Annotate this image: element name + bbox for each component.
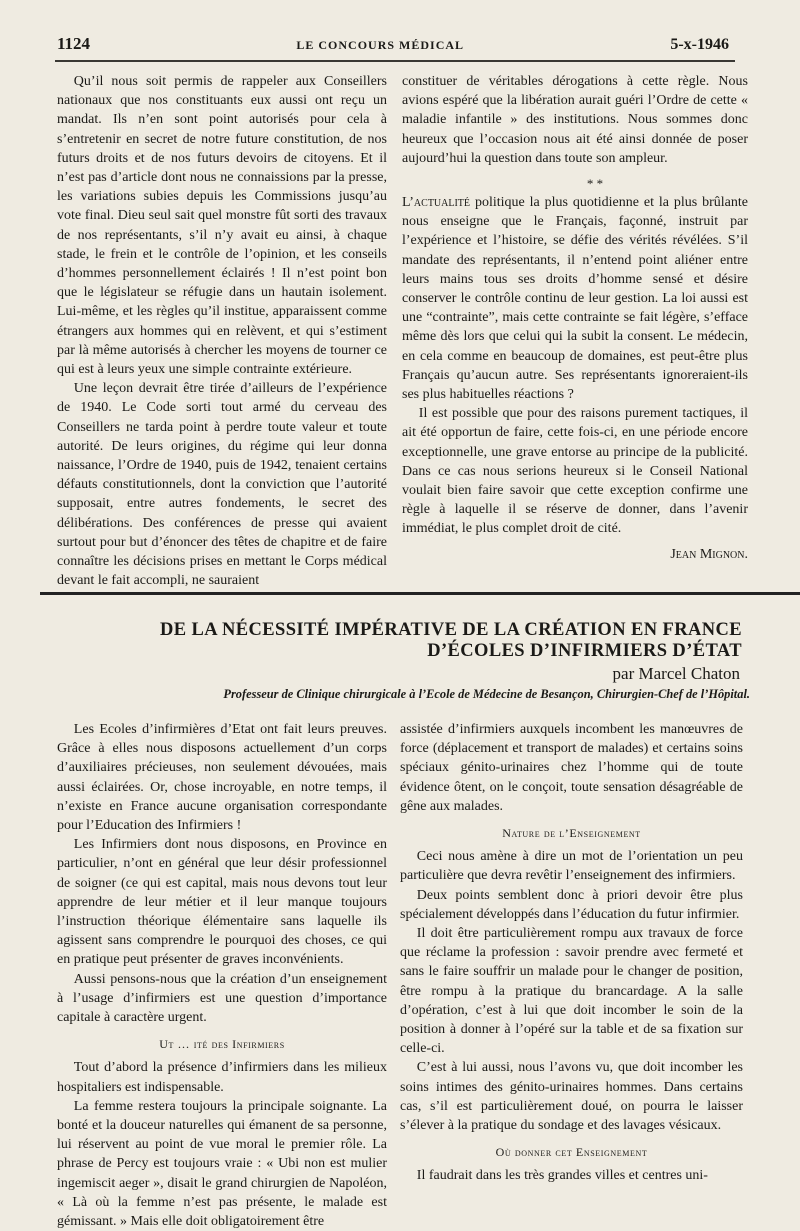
second-article-right-column <box>400 720 743 1186</box>
article-title <box>60 620 742 662</box>
author-byline: par Marcel Chaton <box>612 664 740 683</box>
paragraph: Une leçon devrait être tirée d’ailleurs de l’expérience de 1940. Le Code sorti tout armé du cerveau des Conseillers ne tarda point à perdre toute valeur et toute autorité. De leurs origines, du régime qui leur donna naissance, l’Ordre de 1940, puis de 1942, tenaient certains défauts constitutionnels, dont la conviction que l’autorité supposait, entre autres fondements, le secret des délibérations. Des conférences de presse qui avaient surtout pour but d’énoncer des têtes de chapitre et de faire connaître les décisions prises en mettant le Corps médical devant le fait accompli, ne sauraient <box>57 381 387 589</box>
paragraph-text: politique la plus quotidienne et la plus brûlante nous enseigne que le Français, façonné, instruit par l’expérience et l’histoire, se défie des vérités révélées. S’il mandate des représentants, il n’entend point aliéner entre leurs mains tous ses droits d’homme sensé et désire conserver le contrôle continu de leur gestion. La loi aussi est une “contrainte”, mais cette contrainte se fait légère, s’efface même dès lors que celui qui la subit la consent. Le médecin, en cela comme en beaucoup de domaines, est peut-être plus Français qu’aucun autre. Ses représentants ignoreraient-ils ses plus habituelles réactions ? <box>402 195 748 403</box>
paragraph: Il faudrait dans les très grandes villes et centres uni- <box>416 1168 708 1184</box>
author-affiliation: Professeur de Clinique chirurgicale à l’Ecole de Médecine de Besançon, Chirurgien-Chef de l’Hôpital. <box>223 687 750 701</box>
paragraph: Deux points semblent donc à priori devoir être plus spécialement développés dans l’éducation du futur infirmier. <box>400 887 743 922</box>
article-title-line-2: D’ÉCOLES D’INFIRMIERS D’ÉTAT <box>427 641 742 661</box>
paragraph: assistée d’infirmiers auxquels incombent les manœuvres de force (déplacement et transport de malades) et certains soins spéciaux génito-urinaires chez l’homme qui de toute évidence ôtent, on le conçoit, toute sensation désagréable de gêne aux malades. <box>400 722 743 814</box>
paragraph: Ceci nous amène à dire un mot de l’orientation un peu particulière que devra revêtir l’enseignement des infirmiers. <box>400 849 743 884</box>
page-number: 1124 <box>57 34 91 53</box>
lead-word: L’actualité <box>402 195 471 211</box>
subheading: Nature de l’Enseignement <box>502 826 641 841</box>
section-rule <box>40 592 800 595</box>
signature: Jean Mignon. <box>670 546 748 562</box>
paragraph: Aussi pensons-nous que la création d’un enseignement à l’usage d’infirmiers est une question d’importance capitale à caractère urgent. <box>57 971 387 1026</box>
journal-title: LE CONCOURS MÉDICAL <box>296 38 465 52</box>
paragraph: C’est à lui aussi, nous l’avons vu, que doit incomber les soins intimes des génito-urinaires hommes. Dans certains cas, s’il est particulièrement doué, on pourra le laisser s’élever à la pratique du sondage et des lavages vésicaux. <box>400 1060 743 1134</box>
first-article-left-column <box>57 72 387 590</box>
header-rule <box>55 60 735 62</box>
running-header <box>57 34 729 56</box>
paragraph: La femme restera toujours la principale soignante. La bonté et la douceur naturelles qui émanent de sa personne, lui réservent au point de vue moral le premier rôle. La phrase de Percy est toujours vraie : « Ubi non est mulier ingemiscit aeger », disait le grand chirurgien de Napoléon, « Là où la femme n’est pas présente, le malade est gémissant. » Mais elle doit obligatoirement être <box>57 1098 387 1230</box>
paragraph: constituer de véritables dérogations à cette règle. Nous avions espéré que la libération aurait guéri l’Ordre de cette « maladie infantile » des institutions. Nous sommes donc heureux que l’occasion nous ait été ainsi donnée de poser aujourd’hui la question dans toute son ampleur. <box>402 74 748 166</box>
subheading: Où donner cet Enseignement <box>495 1145 648 1160</box>
paragraph <box>402 193 748 404</box>
first-article-right-column <box>402 72 748 564</box>
paragraph: Tout d’abord la présence d’infirmiers dans les milieux hospitaliers est indispensable. <box>57 1060 387 1095</box>
paragraph: Les Ecoles d’infirmières d’Etat ont fait leurs preuves. Grâce à elles nous disposons actuellement d’un corps d’auxiliaires précieuses, non seulement dévouées, mais aussi éclairées. Or, chose incroyable, en notre temps, il n’existe en France aucune organisation correspondante pour l’Education des Infirmiers ! <box>57 722 387 834</box>
issue-date: 5-x-1946 <box>670 36 729 53</box>
subheading: Ut … ité des Infirmiers <box>159 1037 285 1052</box>
section-stars: * * <box>586 176 604 192</box>
paragraph: Les Infirmiers dont nous disposons, en Province en particulier, n’ont en général que leur désir professionnel de soigner (ce qui est capital, mais nous devons tout leur apprendre de leur métier et il leur manque toujours l’instruction théorique élémentaire sans laquelle ils agissent sans comprendre le pourquoi des choses, ce qui en pratique peut présenter de graves inconvénients. <box>57 837 387 968</box>
paragraph: Il doit être particulièrement rompu aux travaux de force que réclame la profession : savoir prendre avec fermeté et sans le faire souffrir un malade pour le changer de position, être rompu à la pratique du brancardage. A la salle d’opération, c’est à lui que doit incomber le soin de la position à donner à l’opéré sur la table et de sa fixation sur celle-ci. <box>400 926 743 1057</box>
second-article-left-column <box>57 720 387 1231</box>
article-title-line-1: DE LA NÉCESSITÉ IMPÉRATIVE DE LA CRÉATION EN FRANCE <box>159 620 742 640</box>
paragraph: Il est possible que pour des raisons purement tactiques, il ait été opportun de faire, cette fois-ci, en une période encore exceptionnelle, une grave entorse au principe de la publicité. Dans ce cas nous serions heureux si le Conseil National voulait bien faire savoir que cette exception confirme une règle à laquelle il se réserve de donner, dans l’avenir immédiat, le plus complet droit de cité. <box>402 406 748 537</box>
paragraph: Qu’il nous soit permis de rappeler aux Conseillers nationaux que nos constituants eux aussi ont reçu un mandat. Ils n’en sont point autorisés pour cela à s’entretenir en secret de notre future constitution, de nos futurs droits et de nos futurs devoirs de citoyens. Et il n’est pas d’article dont nous ne connaissions par la presse, les variations subies depuis les Commissions jusqu’au vote final. Dieu seul sait quel monstre fût sorti des travaux de nos représentants, s’il n’y avait eu ainsi, à chaque stade, le frein et le contrôle de l’opinion, et les conseils d’hommes personnellement éclairés ! Il n’est point bon que le législateur se réfugie dans un hautain isolement. Lui-même, et les règles qu’il institue, apparaissent comme étrangers aux hommes qui en relèvent, et qui s’estiment par là même autorisés à chercher les moyens de tourner ce qui est à leurs yeux une simple contrainte extérieure. <box>57 74 387 378</box>
